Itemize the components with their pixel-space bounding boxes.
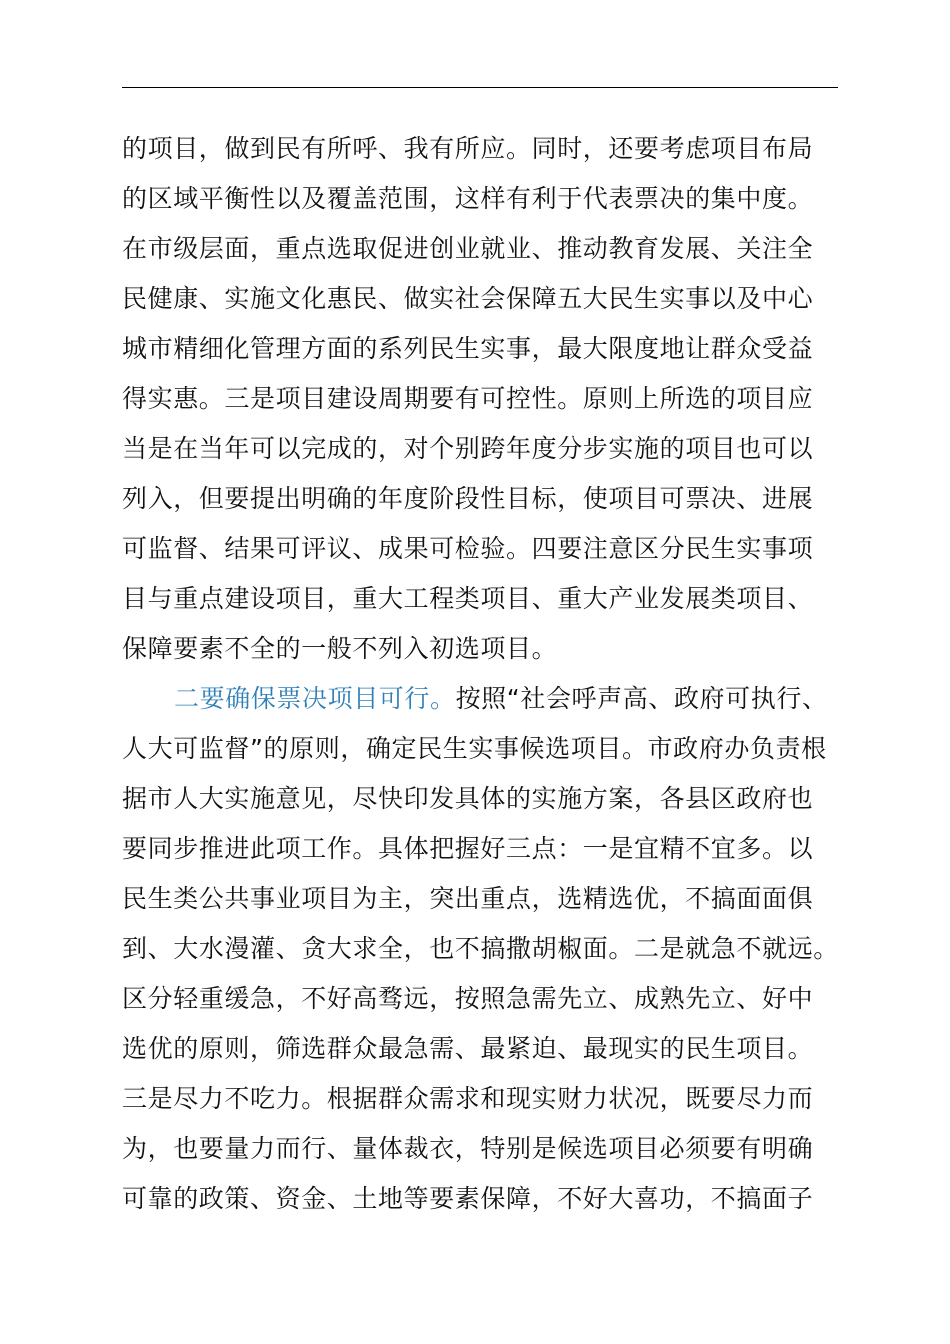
text-span: 按照“社会呼声高、政府可执行、 — [455, 684, 828, 713]
paragraph-first-line — [174, 674, 828, 724]
text-line: 民生类公共事业项目为主，突出重点，选精选优，不搞面面俱 — [122, 884, 814, 913]
text-line: 可监督、结果可评议、成果可检验。四要注意区分民生实事项 — [122, 534, 814, 563]
text-line: 城市精细化管理方面的系列民生实事，最大限度地让群众受益 — [122, 334, 814, 363]
text-line: 选优的原则，筛选群众最急需、最紧迫、最现实的民生项目。 — [122, 1034, 814, 1063]
text-line: 为，也要量力而行、量体裁衣，特别是候选项目必须要有明确 — [122, 1134, 814, 1163]
section-heading: 二要确保票决项目可行。 — [174, 684, 456, 713]
text-line: 据市人大实施意见，尽快印发具体的实施方案，各县区政府也 — [122, 784, 814, 813]
text-line: 在市级层面，重点选取促进创业就业、推动教育发展、关注全 — [122, 234, 814, 263]
text-line: 民健康、实施文化惠民、做实社会保障五大民生实事以及中心 — [122, 284, 814, 313]
text-line: 的区域平衡性以及覆盖范围，这样有利于代表票决的集中度。 — [122, 184, 814, 213]
text-line: 到、大水漫灌、贪大求全，也不搞撒胡椒面。二是就急不就远。 — [122, 934, 839, 963]
text-line: 保障要素不全的一般不列入初选项目。 — [122, 634, 558, 663]
header-rule — [122, 87, 838, 88]
text-line: 的项目，做到民有所呼、我有所应。同时，还要考虑项目布局 — [122, 134, 814, 163]
text-line: 要同步推进此项工作。具体把握好三点：一是宜精不宜多。以 — [122, 834, 814, 863]
text-line: 当是在当年可以完成的，对个别跨年度分步实施的项目也可以 — [122, 434, 814, 463]
text-line: 可靠的政策、资金、土地等要素保障，不好大喜功，不搞面子 — [122, 1184, 814, 1213]
text-line: 区分轻重缓急，不好高骛远，按照急需先立、成熟先立、好中 — [122, 984, 814, 1013]
text-line: 得实惠。三是项目建设周期要有可控性。原则上所选的项目应 — [122, 384, 814, 413]
text-line: 人大可监督”的原则，确定民生实事候选项目。市政府办负责根 — [122, 734, 827, 763]
text-line: 列入，但要提出明确的年度阶段性目标，使项目可票决、进展 — [122, 484, 814, 513]
text-line: 目与重点建设项目，重大工程类项目、重大产业发展类项目、 — [122, 584, 814, 613]
text-line: 三是尽力不吃力。根据群众需求和现实财力状况，既要尽力而 — [122, 1084, 814, 1113]
